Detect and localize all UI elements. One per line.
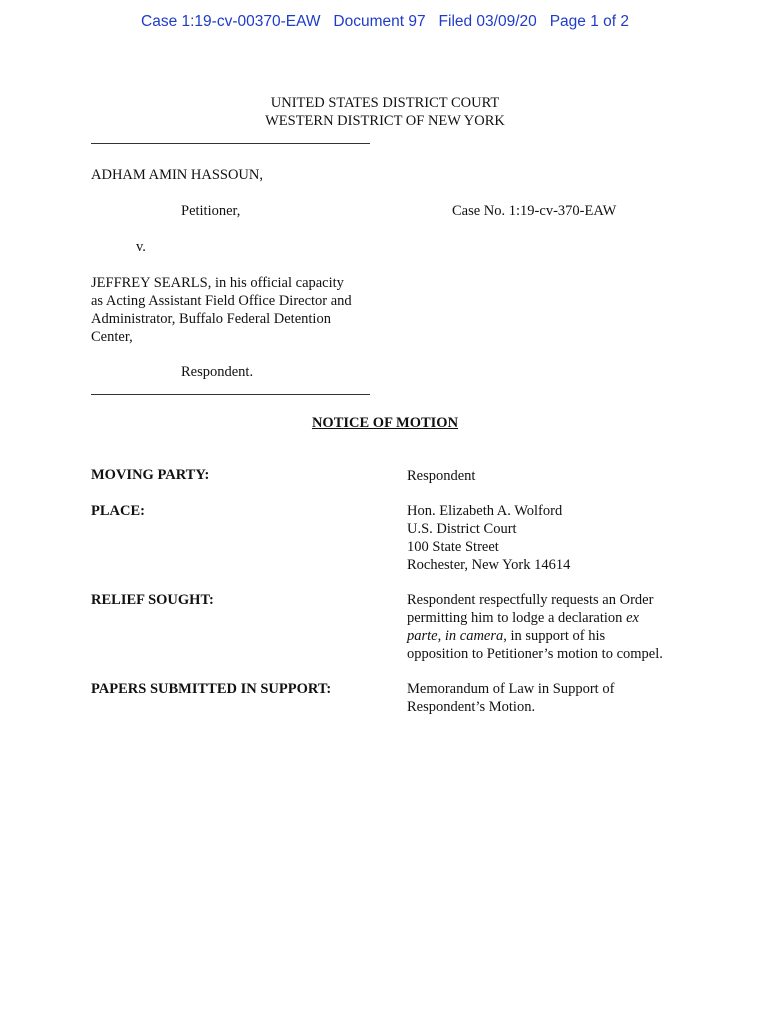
relief-italic-text: ex bbox=[626, 610, 639, 626]
place-value bbox=[407, 502, 570, 574]
respondent-line: as Acting Assistant Field Office Director and bbox=[91, 293, 352, 309]
place-line: Rochester, New York 14614 bbox=[407, 557, 571, 573]
papers-line: Memorandum of Law in Support of bbox=[407, 681, 615, 697]
relief-line bbox=[407, 627, 663, 645]
stamp-filed: Filed 03/09/20 bbox=[438, 13, 537, 30]
respondent-line: JEFFREY SEARLS, in his official capacity bbox=[91, 275, 344, 291]
relief-italic-text: in camera bbox=[444, 628, 504, 644]
relief-line: opposition to Petitioner’s motion to compel. bbox=[407, 646, 663, 662]
place-label: PLACE: bbox=[91, 503, 145, 519]
respondent-line: Administrator, Buffalo Federal Detention bbox=[91, 311, 331, 327]
ecf-header-stamp bbox=[0, 13, 770, 31]
relief-sought-value bbox=[407, 591, 663, 663]
relief-italic-text: parte bbox=[407, 628, 438, 644]
court-district: WESTERN DISTRICT OF NEW YORK bbox=[265, 113, 505, 129]
papers-line: Respondent’s Motion. bbox=[407, 699, 536, 715]
court-name: UNITED STATES DISTRICT COURT bbox=[270, 95, 500, 111]
petitioner-name: ADHAM AMIN HASSOUN, bbox=[91, 167, 264, 183]
papers-submitted-value bbox=[407, 680, 614, 716]
stamp-document: Document 97 bbox=[333, 13, 426, 30]
relief-text: , bbox=[437, 628, 445, 644]
versus: v. bbox=[136, 239, 146, 255]
stamp-case: Case 1:19-cv-00370-EAW bbox=[141, 13, 321, 30]
respondent-name-block bbox=[91, 274, 352, 346]
papers-submitted-label: PAPERS SUBMITTED IN SUPPORT: bbox=[91, 681, 332, 697]
respondent-role: Respondent. bbox=[181, 364, 254, 380]
stamp-page: Page 1 of 2 bbox=[549, 13, 629, 30]
petitioner-role: Petitioner, bbox=[181, 203, 241, 219]
place-line: U.S. District Court bbox=[407, 521, 517, 537]
relief-text: permitting him to lodge a declaration bbox=[407, 610, 627, 626]
case-number: Case No. 1:19-cv-370-EAW bbox=[452, 203, 617, 219]
respondent-line: Center, bbox=[91, 329, 133, 345]
place-line: 100 State Street bbox=[407, 539, 499, 555]
caption-top-rule bbox=[91, 143, 370, 144]
relief-sought-label: RELIEF SOUGHT: bbox=[91, 592, 214, 608]
relief-text: , in support of his bbox=[503, 628, 606, 644]
moving-party-label: MOVING PARTY: bbox=[91, 467, 210, 483]
moving-party-value: Respondent bbox=[407, 468, 476, 484]
relief-line bbox=[407, 609, 663, 627]
relief-line: Respondent respectfully requests an Order bbox=[407, 592, 654, 608]
notice-title: NOTICE OF MOTION bbox=[311, 415, 459, 431]
place-line: Hon. Elizabeth A. Wolford bbox=[407, 503, 563, 519]
caption-bottom-rule bbox=[91, 394, 370, 395]
